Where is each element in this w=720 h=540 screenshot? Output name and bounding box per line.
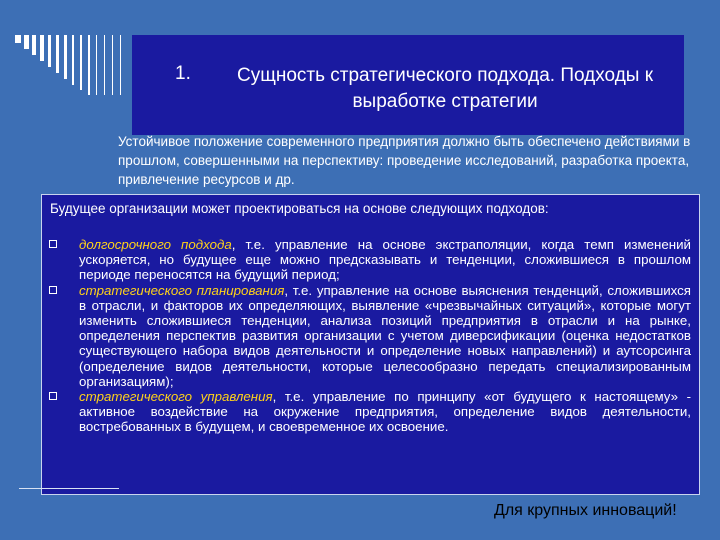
approach-term: стратегического управления xyxy=(79,389,273,405)
title-number: 1. xyxy=(175,63,191,84)
content-lead: Будущее организации может проектироваться на основе следующих подходов: xyxy=(50,201,549,216)
approach-term: долгосрочного подхода xyxy=(79,237,232,252)
approach-list xyxy=(42,237,699,435)
list-item xyxy=(42,237,699,283)
page-title: Сущность стратегического подхода. Подходы к выработке стратегии xyxy=(236,65,654,112)
footer-divider xyxy=(19,488,119,489)
checkbox-bullet-icon xyxy=(49,240,57,248)
content-panel xyxy=(41,194,700,495)
checkbox-bullet-icon xyxy=(49,392,57,400)
intro-paragraph: Устойчивое положение современного предприятия должно быть обеспечено действиями в прошлом, совершенными на перспективу: проведение исследований, разработка проекта, привлечение ресурсов и др. xyxy=(118,134,691,187)
footer-caption: Для крупных инноваций! xyxy=(494,502,677,519)
approach-term: стратегического планирования xyxy=(79,282,285,298)
approach-description: , т.е. управление на основе выяснения тенденций, сложившихся в отрасли, и факторов их определяющих, выявление «чрезвычайных ситуаций», которые могут изменить сложившиеся тенденции, анализа позиций предприятия в отрасли и на рынке, определения перспектив развития организации с учетом диверсификации (оценка недостатков существующего набора видов деятельности и определение новых направлений) и аутсорсинга (определение видов деятельности, которые целесообразно передать специализированным организациям); xyxy=(79,282,692,389)
list-item xyxy=(42,283,699,389)
list-item xyxy=(42,389,699,435)
decorative-bars xyxy=(15,35,135,95)
approach-description: , т.е. управление по принципу «от будущего к настоящему» - активное воздействие на окружение предприятия, определение видов деятельности, востребованных в будущем, и своевременное их освоение. xyxy=(79,389,691,435)
approach-description: , т.е. управление на основе экстраполяции, когда темп изменений ускоряется, но будущее еще можно предсказывать и тенденции, сложившиеся в прошлом периоде переносятся на будущий период; xyxy=(79,237,691,283)
checkbox-bullet-icon xyxy=(49,286,57,294)
